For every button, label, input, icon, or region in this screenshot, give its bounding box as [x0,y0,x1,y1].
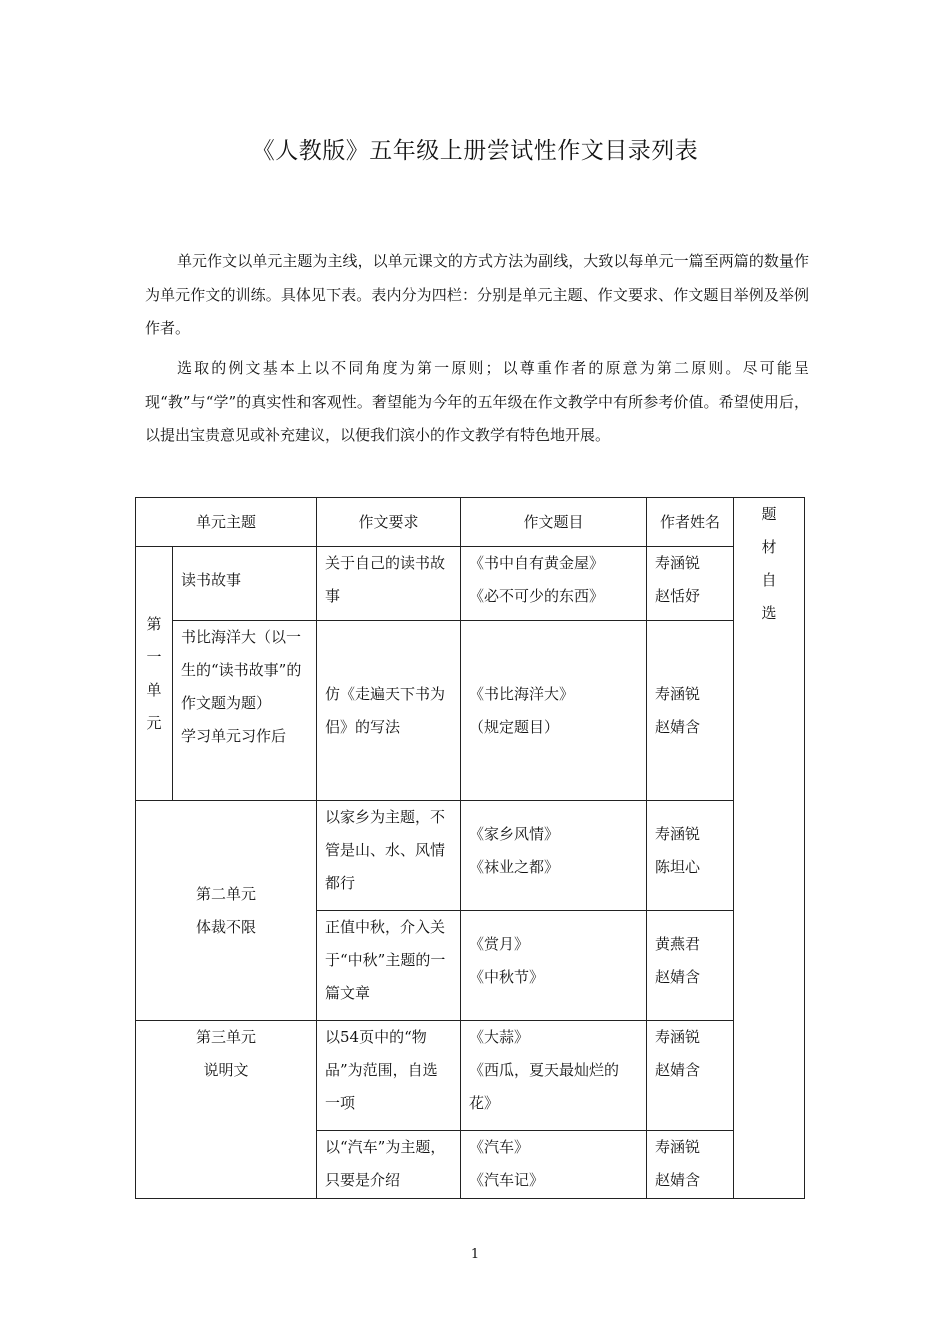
header-author: 作者姓名 [647,498,734,547]
side-note-char: 材 [761,538,777,556]
unit1-theme-2: 书比海洋大（以一生的“读书故事”的作文题为题） 学习单元习作后 [173,621,317,801]
header-title: 作文题目 [461,498,647,547]
unit1-label: 第 一 单 元 [136,547,173,801]
side-note-free-topic [734,498,805,1199]
side-note-char: 题 [761,505,777,523]
unit2-titles-1: 《家乡风情》 《袜业之都》 [461,801,647,911]
unit3-requirement-2: 以“汽车”为主题，只要是介绍 [317,1131,461,1199]
unit1-titles-1: 《书中自有黄金屋》 《必不可少的东西》 [461,547,647,621]
unit1-requirement-1: 关于自己的读书故事 [317,547,461,621]
unit2-titles-2: 《赏月》 《中秋节》 [461,911,647,1021]
document-title: 《人教版》五年级上册尝试性作文目录列表 [251,138,699,164]
table-row [136,547,805,621]
unit2-theme: 第二单元 体裁不限 [136,801,317,1021]
composition-table [135,497,805,1199]
table-row [136,801,805,911]
unit3-authors-1: 寿涵锐 赵婧含 [647,1021,734,1131]
unit2-requirement-2: 正值中秋，介入关于“中秋”主题的一篇文章 [317,911,461,1021]
unit3-titles-2: 《汽车》 《汽车记》 [461,1131,647,1199]
intro-paragraph-2: 选取的例文基本上以不同角度为第一原则；以尊重作者的原意为第二原则。尽可能呈现“教”与“学”的真实性和客观性。奢望能为今年的五年级在作文教学中有所参考价值。希望使用后，以提出宝贵意见或补充建议，以便我们滨小的作文教学有特色地开展。 [145,359,809,444]
unit1-requirement-2: 仿《走遍天下书为侣》的写法 [317,621,461,801]
unit1-titles-2: 《书比海洋大》 （规定题目） [461,621,647,801]
unit3-theme: 第三单元 说明文 [136,1021,317,1199]
unit2-authors-1: 寿涵锐 陈坦心 [647,801,734,911]
unit1-theme-1: 读书故事 [173,547,317,621]
page-number: 1 [470,1247,480,1262]
unit3-authors-2: 寿涵锐 赵婧含 [647,1131,734,1199]
table-row [136,621,805,801]
unit2-requirement-1: 以家乡为主题，不管是山、水、风情都行 [317,801,461,911]
side-note-char: 自 [761,571,777,589]
table-header-row [136,498,805,547]
unit2-authors-2: 黄燕君 赵婧含 [647,911,734,1021]
unit3-titles-1: 《大蒜》 《西瓜，夏天最灿烂的花》 [461,1021,647,1131]
table-row [136,1021,805,1131]
unit3-requirement-1: 以54页中的“物品”为范围，自选一项 [317,1021,461,1131]
intro-paragraph-1: 单元作文以单元主题为主线，以单元课文的方式方法为副线，大致以每单元一篇至两篇的数量作为单元作文的训练。具体见下表。表内分为四栏：分别是单元主题、作文要求、作文题目举例及举例作者。 [145,252,809,337]
unit1-authors-2: 寿涵锐 赵婧含 [647,621,734,801]
header-requirement: 作文要求 [317,498,461,547]
unit1-authors-1: 寿涵锐 赵恬妤 [647,547,734,621]
side-note-char: 选 [761,604,777,622]
header-unit-theme: 单元主题 [136,498,317,547]
